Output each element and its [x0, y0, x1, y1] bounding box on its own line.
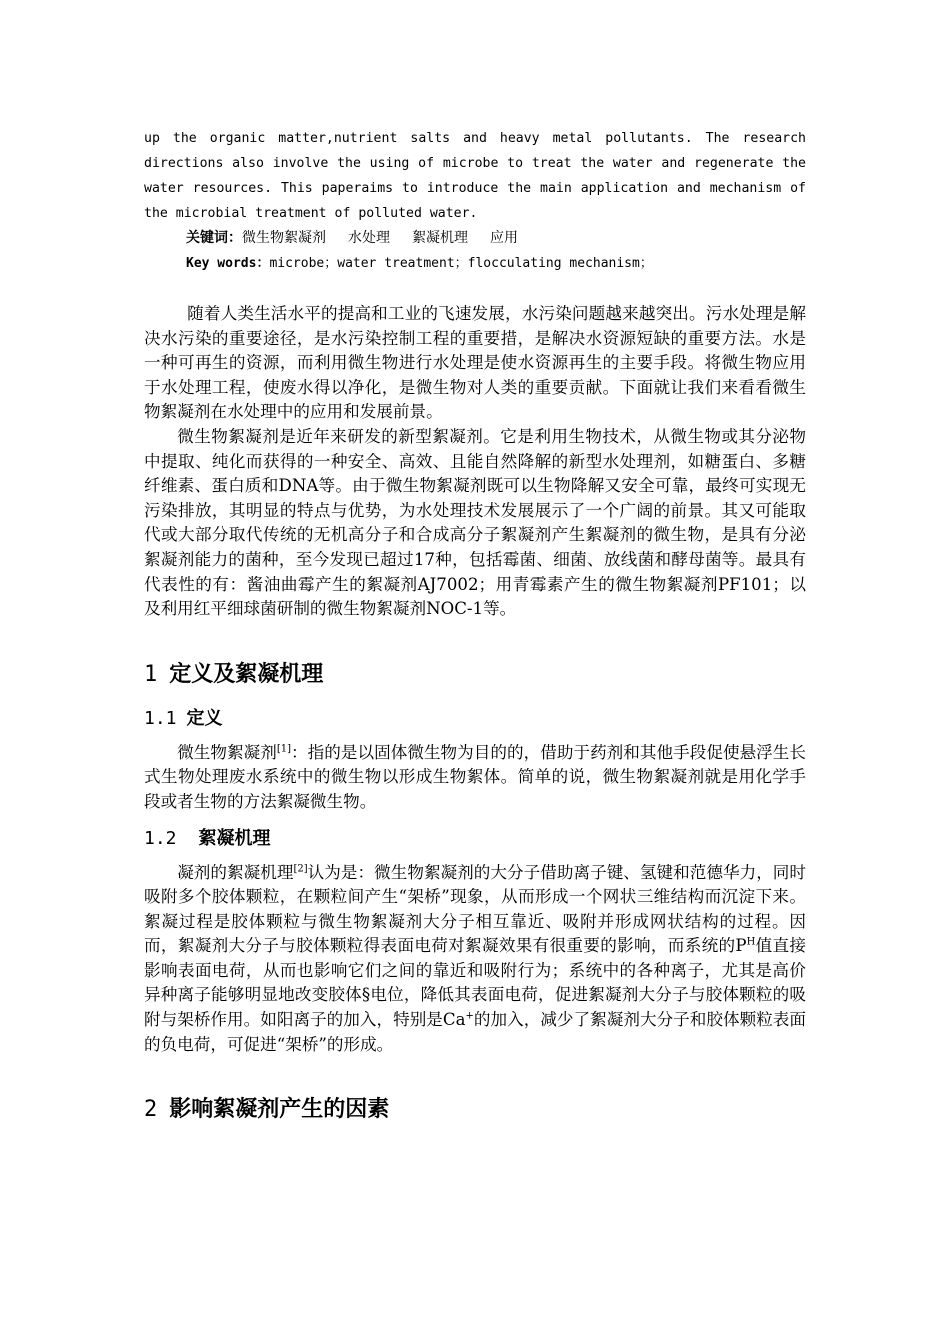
subsection-number: 1.1 — [144, 707, 177, 729]
paragraph-text: ：指的是以固体微生物为目的的，借助于药剂和其他手段促使悬浮生长式生物处理废水系统中的微生物以形成生物絮体。简单的说，微生物絮凝剂就是用化学手段或者生物的方法絮凝微生物。 — [144, 742, 806, 811]
subsection-number: 1.2 — [144, 827, 177, 849]
section-1-heading — [144, 654, 806, 695]
section-2-heading — [144, 1089, 806, 1130]
intro-paragraph-1: 随着人类生活水平的提高和工业的飞速发展，水污染问题越来越突出。污水处理是解决水污染的重要途径，是水污染控制工程的重要措，是解决水资源短缺的重要方法。水是一种可再生的资源，而利用微生物进行水处理是使水资源再生的主要手段。将微生物应用于水处理工程，使废水得以净化，是微生物对人类的重要贡献。下面就让我们来看看微生物絮凝剂在水处理中的应用和发展前景。 — [144, 304, 806, 422]
keywords-label: 关键词： — [186, 230, 242, 246]
subsection-1-1-heading — [144, 701, 806, 737]
keyword-item: 应用 — [490, 230, 518, 246]
citation-ref: [1] — [276, 743, 292, 755]
page-content — [144, 126, 806, 1130]
section-title: 影响絮凝剂产生的因素 — [169, 1096, 390, 1123]
abstract-english: up the organic matter,nutrient salts and heavy metal pollutants. The research directions also involve the using of microbe to treat the water and regenerate the water resources. This paperaims to introduce the main application and mechanism of the microbial treatment of polluted water. — [144, 131, 806, 221]
keywords-english — [186, 251, 806, 276]
section-title: 定义及絮凝机理 — [169, 660, 324, 687]
paragraph-text: 凝剂的絮凝机理 — [177, 862, 294, 882]
definition-paragraph — [144, 741, 806, 815]
keyword-item: 絮凝机理 — [412, 230, 468, 246]
paragraph-text: 认为是：微生物絮凝剂的大分子借助离子键、氢键和范德华力，同时吸附多个胶体颗粒，在颗粒间产生“架桥”现象，从而形成一个网状三维结构而沉淀下来。絮凝过程是胶体颗粒与微生物絮凝剂大分子相互靠近、吸附并形成网状结构的过程。因而，絮凝剂大分子与胶体颗粒得表面电荷对絮凝效果有很重要的影响，而系统的P — [144, 862, 807, 956]
subsection-title: 絮凝机理 — [198, 827, 271, 849]
keywords-chinese — [186, 226, 806, 251]
mechanism-paragraph — [144, 861, 806, 1058]
section-number: 2 — [144, 1097, 158, 1123]
keyword-item: 水处理 — [348, 230, 390, 246]
subsection-1-2-heading — [144, 821, 806, 857]
section-number: 1 — [144, 661, 158, 687]
ca-superscript: + — [465, 1010, 474, 1022]
citation-ref: [2] — [293, 862, 308, 874]
paragraph-text: 微生物絮凝剂 — [177, 742, 277, 762]
subsection-title: 定义 — [186, 707, 223, 729]
paragraph-text: 值直接影响表面电荷，从而也影响它们之间的靠近和吸附行为；系统中的各种离子，尤其是高价异种离子能够明显地改变胶体§电位，降低其表面电荷，促进絮凝剂大分子与胶体颗粒的吸附与架桥作用。如阳离子的加入，特别是Ca — [144, 936, 807, 1030]
ph-superscript: H — [746, 936, 756, 948]
keywords-en-text: microbe；water treatment；flocculating mechanism； — [269, 256, 653, 271]
paragraph-text: 的加入，减少了絮凝剂大分子和胶体颗粒表面的负电荷，可促进“架桥”的形成。 — [144, 1010, 807, 1054]
keyword-item: 微生物絮凝剂 — [242, 230, 326, 246]
keywords-en-label: Key words： — [186, 256, 270, 271]
intro-paragraph-2: 微生物絮凝剂是近年来研发的新型絮凝剂。它是利用生物技术，从微生物或其分泌物中提取、纯化而获得的一种安全、高效、且能自然降解的新型水处理剂，如糖蛋白、多糖纤维素、蛋白质和DNA等。由于微生物絮凝剂既可以生物降解又安全可靠，最终可实现无污染排放，其明显的特点与优势，为水处理技术发展展示了一个广阔的前景。其又可能取代或大部分取代传统的无机高分子和合成高分子絮凝剂产生絮凝剂的微生物，是具有分泌絮凝剂能力的菌种，至今发现已超过17种，包括霉菌、细菌、放线菌和酵母菌等。最具有代表性的有：酱油曲霉产生的絮凝剂AJ7002；用青霉素产生的微生物絮凝剂PF101；以及利用红平细球菌研制的微生物絮凝剂NOC-1等。 — [144, 426, 806, 619]
